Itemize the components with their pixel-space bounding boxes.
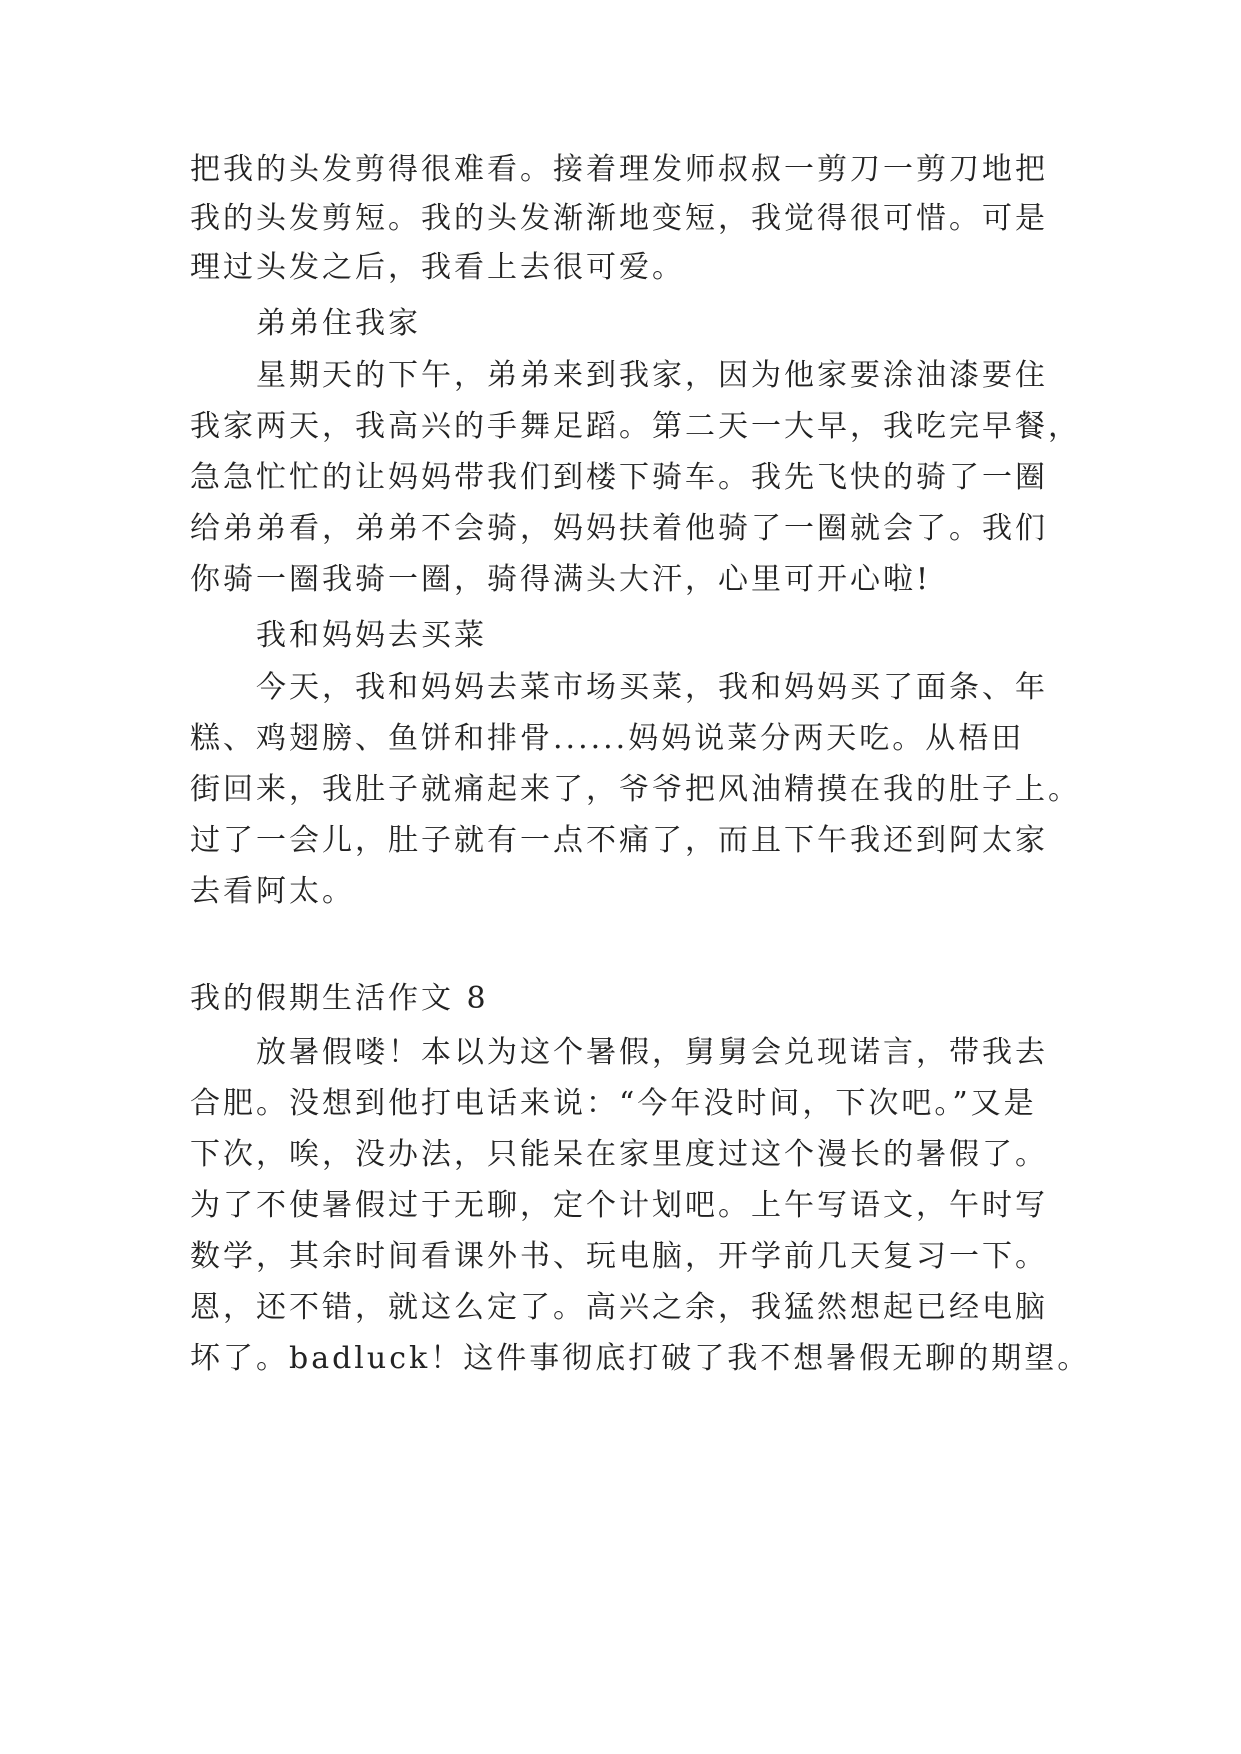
paragraph-line: 过了一会儿，肚子就有一点不痛了，而且下午我还到阿太家: [190, 823, 1048, 858]
paragraph-line: 理过头发之后，我看上去很可爱。: [190, 250, 685, 285]
paragraph-line: 糕、鸡翅膀、鱼饼和排骨......妈妈说菜分两天吃。从梧田: [190, 721, 1025, 756]
paragraph-line: 你骑一圈我骑一圈，骑得满头大汗，心里可开心啦!: [190, 562, 932, 597]
paragraph-line: 去看阿太。: [190, 874, 355, 909]
section-title: 我和妈妈去买菜: [256, 618, 487, 653]
paragraph-line: 把我的头发剪得很难看。接着理发师叔叔一剪刀一剪刀地把: [190, 152, 1048, 187]
essay-heading: 我的假期生活作文 8: [190, 981, 489, 1016]
paragraph-line: 数学，其余时间看课外书、玩电脑，开学前几天复习一下。: [190, 1239, 1048, 1274]
paragraph-line: 星期天的下午，弟弟来到我家，因为他家要涂油漆要住: [256, 358, 1048, 393]
paragraph-line: 合肥。没想到他打电话来说：“今年没时间，下次吧。”又是: [190, 1086, 1037, 1121]
paragraph-line: 给弟弟看，弟弟不会骑，妈妈扶着他骑了一圈就会了。我们: [190, 511, 1048, 546]
paragraph-line: 急急忙忙的让妈妈带我们到楼下骑车。我先飞快的骑了一圈: [190, 460, 1048, 495]
paragraph-line: 我的头发剪短。我的头发渐渐地变短，我觉得很可惜。可是: [190, 201, 1048, 236]
paragraph-line: 放暑假喽！本以为这个暑假，舅舅会兑现诺言，带我去: [256, 1035, 1048, 1070]
paragraph-line: 我家两天，我高兴的手舞足蹈。第二天一大早，我吃完早餐，: [190, 409, 1081, 444]
paragraph-line: 为了不使暑假过于无聊，定个计划吧。上午写语文，午时写: [190, 1188, 1048, 1223]
paragraph-line: 今天，我和妈妈去菜市场买菜，我和妈妈买了面条、年: [256, 670, 1048, 705]
paragraph-line: 恩，还不错，就这么定了。高兴之余，我猛然想起已经电脑: [190, 1290, 1048, 1325]
paragraph-line: 坏了。badluck！这件事彻底打破了我不想暑假无聊的期望。: [190, 1341, 1091, 1376]
section-title: 弟弟住我家: [256, 306, 421, 341]
paragraph-line: 街回来，我肚子就痛起来了，爷爷把风油精摸在我的肚子上。: [190, 772, 1081, 807]
paragraph-line: 下次，唉，没办法，只能呆在家里度过这个漫长的暑假了。: [190, 1137, 1048, 1172]
